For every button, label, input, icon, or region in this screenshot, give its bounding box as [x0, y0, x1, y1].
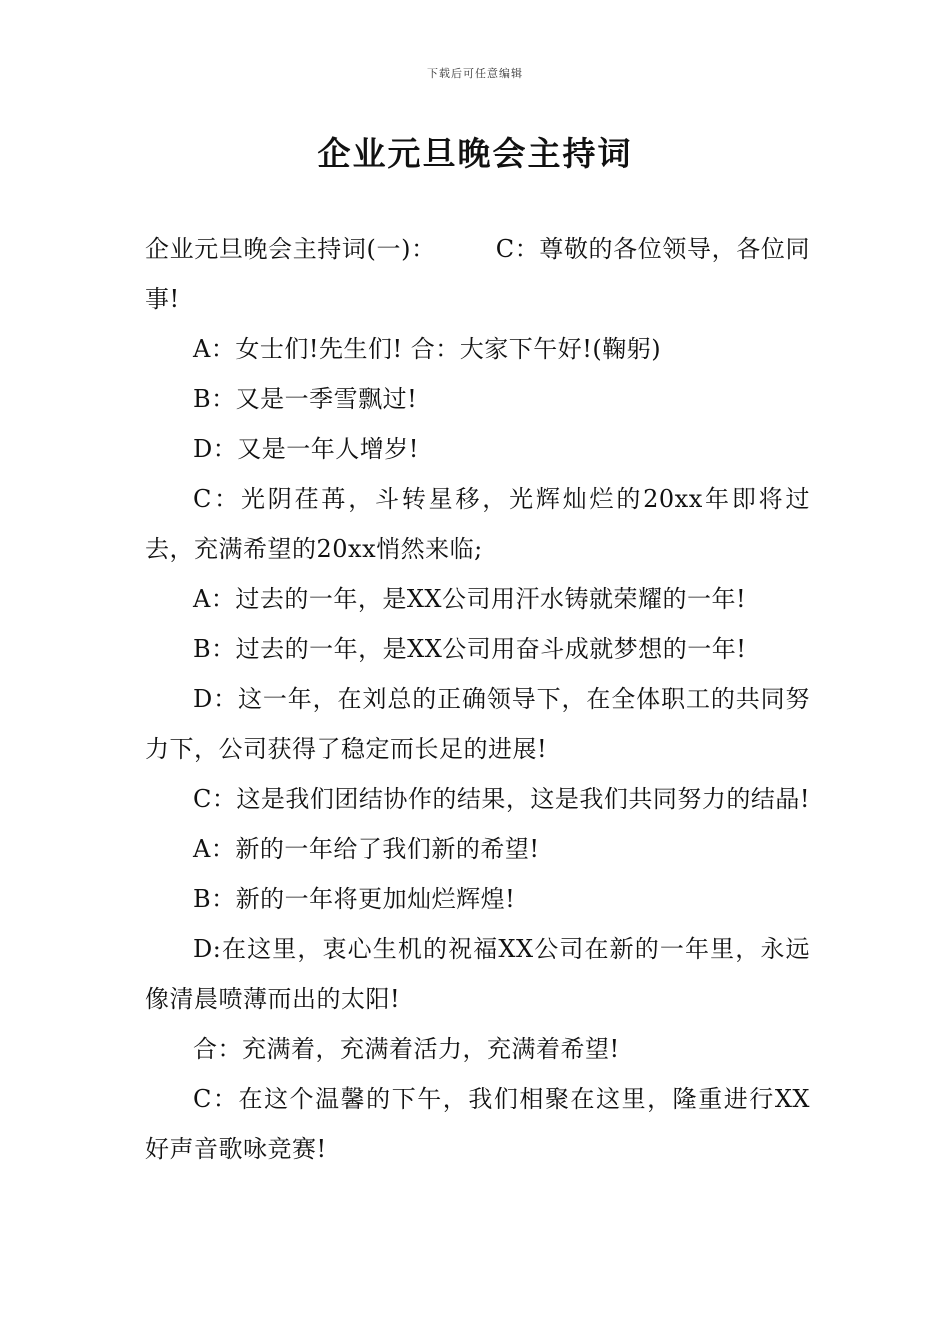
line-b-3: B：新的一年将更加灿烂辉煌!	[193, 885, 516, 913]
line-c-3: C：在这个温馨的下午，我们相聚在这里，隆重进行XX好声音歌咏竞赛!	[145, 1085, 810, 1163]
paragraph-intro	[145, 224, 810, 324]
line-c-greeting: C：尊敬的各位领导，各位同事!	[145, 235, 810, 313]
line-a-3: A：新的一年给了我们新的希望!	[193, 835, 540, 863]
section-heading: 企业元旦晚会主持词(一)：	[145, 235, 436, 263]
line-c-2: C：这是我们团结协作的结果，这是我们共同努力的结晶!	[193, 785, 811, 813]
line-d-1: D：又是一年人增岁!	[193, 435, 419, 463]
line-a-2: A：过去的一年，是XX公司用汗水铸就荣耀的一年!	[193, 585, 747, 613]
line-a-1: A：女士们!先生们! 合：大家下午好!(鞠躬)	[193, 335, 662, 363]
line-b-1: B：又是一季雪飘过!	[193, 385, 418, 413]
line-c-1: C：光阴荏苒，斗转星移，光辉灿烂的20xx年即将过去，充满希望的20xx悄然来临;	[145, 485, 810, 563]
line-b-2: B：过去的一年，是XX公司用奋斗成就梦想的一年!	[193, 635, 747, 663]
line-d-3: D:在这里，衷心生机的祝福XX公司在新的一年里，永远像清晨喷薄而出的太阳!	[145, 935, 810, 1013]
document-title: 企业元旦晚会主持词	[317, 134, 633, 173]
document-body	[145, 224, 810, 1174]
header-note: 下载后可任意编辑	[427, 67, 523, 80]
line-all-1: 合：充满着，充满着活力，充满着希望!	[193, 1035, 620, 1063]
line-d-2: D：这一年，在刘总的正确领导下，在全体职工的共同努力下，公司获得了稳定而长足的进展!	[145, 685, 810, 763]
